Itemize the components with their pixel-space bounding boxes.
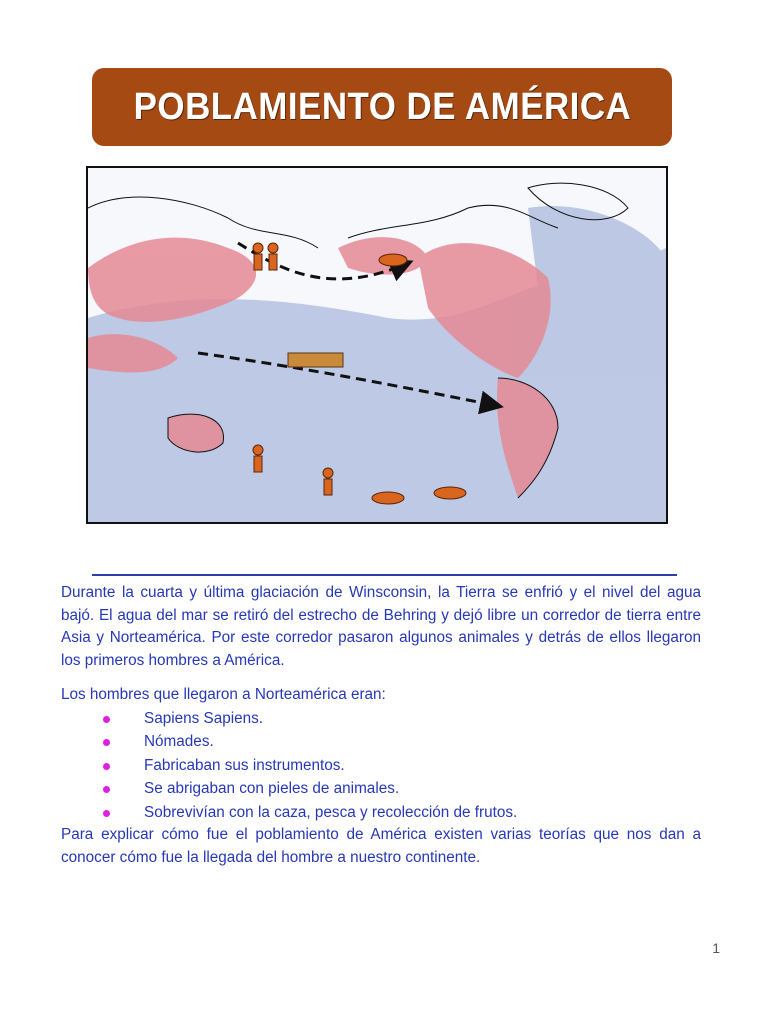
bullet-icon	[103, 716, 110, 723]
intro-paragraph: Durante la cuarta y última glaciación de Winsconsin, la Tierra se enfrió y el nivel del agua bajó. El agua del mar se retiró del estrecho de Behring y dejó libre un corredor de tierra entre Asia y Norteamérica. Por este corredor pasaron algunos animales y detrás de ellos llegaron los primeros hombres a América.	[61, 584, 701, 669]
divider-line	[92, 574, 677, 576]
characteristics-list	[61, 707, 701, 825]
list-item: Fabricaban sus instrumentos.	[61, 754, 701, 778]
page-number: 1	[712, 940, 720, 956]
body-text	[61, 582, 701, 869]
list-intro: Los hombres que llegaron a Norteamérica eran:	[61, 686, 386, 703]
page-title: POBLAMIENTO DE AMÉRICA	[133, 85, 631, 128]
list-item: Sobrevivían con la caza, pesca y recolección de frutos.	[61, 801, 701, 825]
list-item: Se abrigaban con pieles de animales.	[61, 777, 701, 801]
list-item: Sapiens Sapiens.	[61, 707, 701, 731]
bullet-icon	[103, 810, 110, 817]
title-banner	[92, 68, 672, 146]
bullet-icon	[103, 763, 110, 770]
list-item: Nómades.	[61, 730, 701, 754]
closing-paragraph: Para explicar cómo fue el poblamiento de América existen varias teorías que nos dan a conocer cómo fue la llegada del hombre a nuestro continente.	[61, 826, 701, 866]
raft	[288, 353, 343, 367]
bullet-icon	[103, 739, 110, 746]
migration-map-illustration	[86, 166, 668, 524]
bullet-icon	[103, 786, 110, 793]
